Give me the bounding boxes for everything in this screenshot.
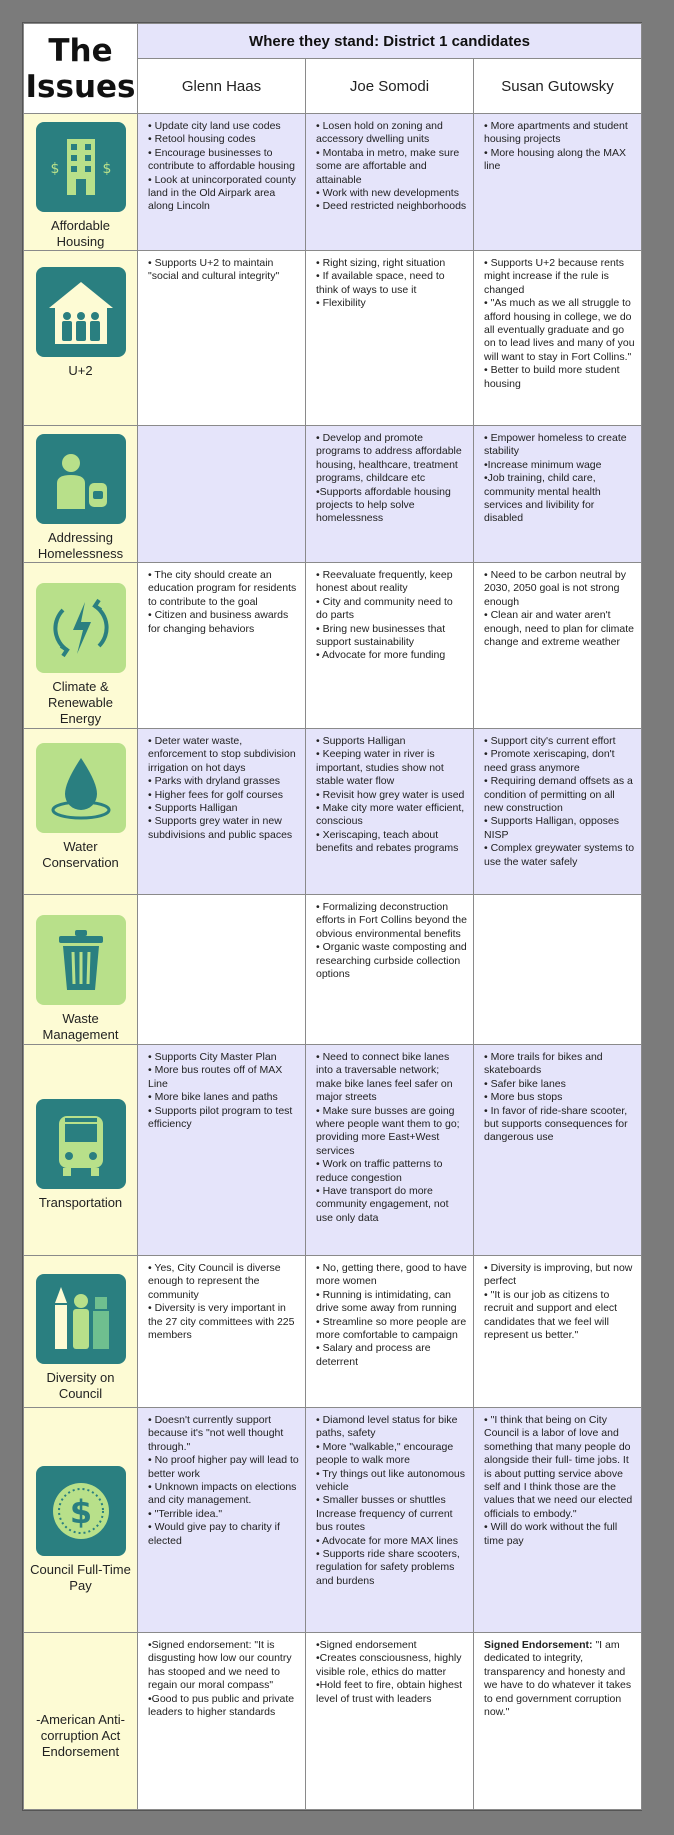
gutowsky-cell: • More trails for bikes and skateboards • Safer bike lanes • More bus stops • In favor of ride-share scooter, but supports consequences for dangerous use <box>474 1045 642 1256</box>
haas-cell <box>138 895 306 1045</box>
table-row <box>24 1408 642 1633</box>
building-dollar-icon <box>36 122 126 212</box>
issue-label: Climate & Renewable Energy <box>47 679 114 726</box>
title-line-2: Issues <box>25 68 136 105</box>
issue-climate <box>24 563 138 729</box>
haas-cell: • Supports City Master Plan • More bus routes off of MAX Line • More bike lanes and paths • Supports pilot program to test efficiency <box>138 1045 306 1256</box>
somodi-cell: • Develop and promote programs to address affordable housing, healthcare, treatment programs, childcare etc •Supports affordable housing projects to help solve homelessness <box>306 426 474 563</box>
issue-u-plus-2 <box>24 251 138 426</box>
issue-label: Water Conservation <box>42 839 119 870</box>
diverse-people-icon <box>36 1274 126 1364</box>
issue-label: Council Full-Time Pay <box>30 1562 131 1593</box>
bus-icon <box>36 1099 126 1189</box>
table-row <box>24 1256 642 1408</box>
somodi-cell: • Losen hold on zoning and accessory dwelling units • Montaba in metro, make sure some are affortable and attainable • Work with new developments • Deed restricted neighborhoods <box>306 114 474 251</box>
person-backpack-icon <box>36 434 126 524</box>
haas-cell: • Supports U+2 to maintain "social and cultural integrity" <box>138 251 306 426</box>
haas-cell: • Yes, City Council is diverse enough to represent the community • Diversity is very important in the 27 city committees with 225 members <box>138 1256 306 1408</box>
dollar-coin-icon <box>36 1466 126 1556</box>
issue-diversity <box>24 1256 138 1408</box>
issue-full-time-pay <box>24 1408 138 1633</box>
gutowsky-cell: • Diversity is improving, but now perfect • "It is our job as citizens to recruit and support and elect candidates that we feel will represent us better." <box>474 1256 642 1408</box>
issue-anti-corruption <box>24 1633 138 1810</box>
signed-endorsement-label: Signed Endorsement: <box>484 1639 593 1651</box>
candidate-haas: Glenn Haas <box>138 59 306 114</box>
lightning-cycle-icon <box>36 583 126 673</box>
issue-waste <box>24 895 138 1045</box>
svg-text:$: $ <box>102 161 111 177</box>
issue-homelessness <box>24 426 138 563</box>
somodi-cell: •Signed endorsement •Creates consciousness, highly visible role, ethics do matter •Hold feet to fire, obtain highest level of trust with leaders <box>306 1633 474 1810</box>
haas-cell <box>138 426 306 563</box>
candidate-somodi: Joe Somodi <box>306 59 474 114</box>
house-people-icon <box>36 267 126 357</box>
table-row <box>24 114 642 251</box>
haas-cell: • Deter water waste, enforcement to stop subdivision irrigation on hot days • Parks with dryland grasses • Higher fees for golf courses • Supports Halligan • Supports grey water in new subdivisions and public spaces <box>138 729 306 895</box>
issue-label: Addressing Homelessness <box>37 530 124 561</box>
haas-cell: • Doesn't currently support because it's "not well thought through." • No proof higher pay will lead to better work • Unknown impacts on elections and city management. • "Terrible idea." • Would give pay to charity if elected <box>138 1408 306 1633</box>
issue-label: Affordable Housing <box>50 218 111 249</box>
trash-can-icon <box>36 915 126 1005</box>
table-row <box>24 729 642 895</box>
somodi-cell: • Formalizing deconstruction efforts in Fort Collins beyond the obvious environmental benefits • Organic waste composting and researching curbside collection options <box>306 895 474 1045</box>
issue-label: U+2 <box>68 363 93 378</box>
haas-cell: •Signed endorsement: "It is disgusting how low our country has stooped and we need to regain our moral compass" •Good to pus public and private leaders to higher standards <box>138 1633 306 1810</box>
issues-table <box>23 23 642 1810</box>
gutowsky-cell: • Empower homeless to create stability •Increase minimum wage •Job training, child care, community mental health services and livibility for disabled <box>474 426 642 563</box>
table-row <box>24 426 642 563</box>
somodi-cell: • Diamond level status for bike paths, safety • More "walkable," encourage people to walk more • Try things out like autonomous vehicle • Smaller busses or shuttles Increase frequency of current bus routes • Advocate for more MAX lines • Supports ride share scooters, regulation for safety problems and burdens <box>306 1408 474 1633</box>
table-row <box>24 1633 642 1810</box>
somodi-cell: • Supports Halligan • Keeping water in river is important, studies show not stable water flow • Revisit how grey water is used • Make city more water efficient, conscious • Xeriscaping, teach about benefits and rebates programs <box>306 729 474 895</box>
table-row <box>24 1045 642 1256</box>
issue-label: Waste Management <box>42 1011 119 1042</box>
gutowsky-cell: • Need to be carbon neutral by 2030, 2050 goal is not strong enough • Clean air and water aren't enough, need to plan for climate change and extreme weather <box>474 563 642 729</box>
issue-label: Diversity on Council <box>46 1370 115 1401</box>
table-heading: Where they stand: District 1 candidates <box>138 24 642 59</box>
table-row <box>24 563 642 729</box>
page-title <box>24 24 138 114</box>
haas-cell: • The city should create an education program for residents to contribute to the goal • Citizen and business awards for changing behaviors <box>138 563 306 729</box>
gutowsky-cell: • Support city's current effort • Promote xeriscaping, don't need grass anymore • Requiring demand offsets as a condition of permitting on all new construction • Supports Halligan, opposes NISP • Complex greywater systems to use the water safely <box>474 729 642 895</box>
gutowsky-cell: • More apartments and student housing projects • More housing along the MAX line <box>474 114 642 251</box>
issue-label: -American Anti-corruption Act Endorsement <box>36 1712 125 1759</box>
water-drop-icon <box>36 743 126 833</box>
somodi-cell: • Reevaluate frequently, keep honest about reality • City and community need to do parts • Bring new businesses that support sustainability • Advocate for more funding <box>306 563 474 729</box>
somodi-cell: • Need to connect bike lanes into a traversable network; make bike lanes feel safer on major streets • Make sure busses are going where people want them to go; providing more East+West services • Work on traffic patterns to reduce congestion • Have transport do more community engagement, not use only data <box>306 1045 474 1256</box>
issue-transportation <box>24 1045 138 1256</box>
somodi-cell: • No, getting there, good to have more women • Running is intimidating, can drive some away from running • Streamline so more people are more comfortable to campaign • Salary and process are deterrent <box>306 1256 474 1408</box>
haas-cell: • Update city land use codes • Retool housing codes • Encourage businesses to contribute to affordable housing • Look at unincorporated county land in the Old Airpark area along Lincoln <box>138 114 306 251</box>
issue-affordable-housing <box>24 114 138 251</box>
gutowsky-cell <box>474 895 642 1045</box>
gutowsky-cell: • "I think that being on City Council is a labor of love and something that many people do alongside their full- time jobs. It is about putting service above self and I think those are the values that we need our elected officials to embody." • Will do work without the full time pay <box>474 1408 642 1633</box>
svg-text:$: $ <box>69 1493 92 1531</box>
issues-sheet <box>22 22 642 1811</box>
title-line-1: The <box>48 32 113 69</box>
issue-water <box>24 729 138 895</box>
somodi-cell: • Right sizing, right situation • If available space, need to think of ways to use it • Flexibility <box>306 251 474 426</box>
gutowsky-quote: "I am dedicated to integrity, transparency and honesty and we have to do whatever it takes to end government corruption now." <box>484 1639 632 1719</box>
candidate-gutowsky: Susan Gutowsky <box>474 59 642 114</box>
gutowsky-cell <box>474 1633 642 1810</box>
table-row <box>24 251 642 426</box>
svg-text:$: $ <box>50 161 59 177</box>
table-row <box>24 895 642 1045</box>
gutowsky-cell: • Supports U+2 because rents might increase if the rule is changed • "As much as we all struggle to afford housing in college, we do all eventually graduate and go on to lead lives and many of you will want to stay in Fort Collins." • Better to build more student housing <box>474 251 642 426</box>
issue-label: Transportation <box>38 1195 123 1210</box>
